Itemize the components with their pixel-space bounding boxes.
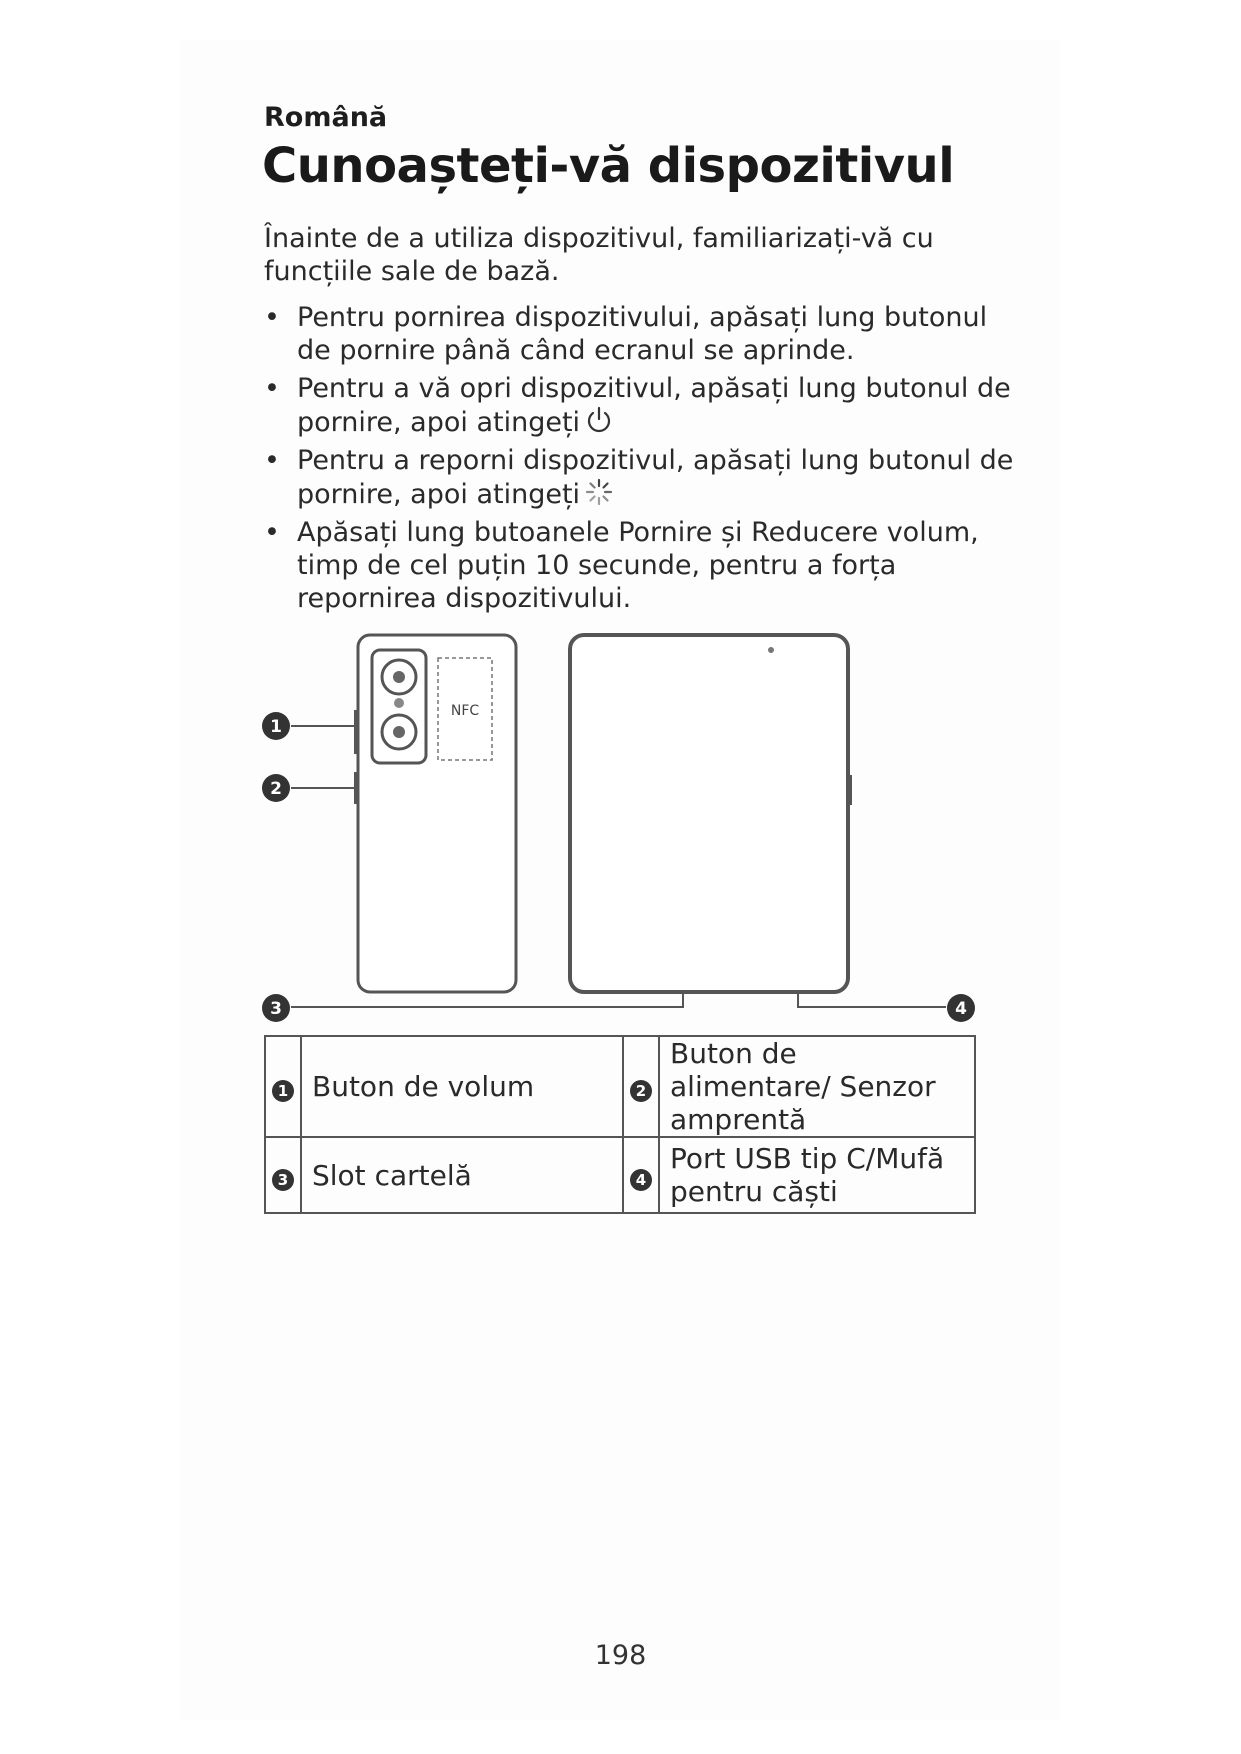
table-row xyxy=(265,1137,975,1213)
callout-2: 2 xyxy=(270,779,282,799)
list-item-text: Pentru a vă opri dispozitivul, apăsați lung butonul de pornire, apoi atingeți xyxy=(297,373,1011,438)
item-number-badge: 3 xyxy=(272,1169,294,1191)
list-item: • Apăsați lung butoanele Pornire și Reducere volum, timp de cel puțin 10 secunde, pentru a forța repornirea dispozitivului. xyxy=(264,516,1024,615)
list-item-text: Pentru a reporni dispozitivul, apăsați lung butonul de pornire, apoi atingeți xyxy=(297,445,1014,510)
language-heading: Română xyxy=(264,102,388,133)
table-row xyxy=(265,1036,975,1137)
flash xyxy=(394,698,404,708)
table-cell: Port USB tip C/Mufă pentru căști xyxy=(659,1137,975,1213)
side-button xyxy=(848,775,852,805)
restart-icon xyxy=(584,477,614,507)
power-button xyxy=(354,772,359,804)
table-cell: Slot cartelă xyxy=(301,1137,623,1213)
nfc-label: NFC xyxy=(450,703,480,719)
list-item-text: Apăsați lung butoanele Pornire și Reducere volum, timp de cel puțin 10 secunde, pentru a forța repornirea dispozitivului. xyxy=(297,517,979,614)
item-number-badge: 1 xyxy=(272,1080,294,1102)
list-item: • Pentru a vă opri dispozitivul, apăsați lung butonul de pornire, apoi atingeți xyxy=(264,373,1011,438)
table-cell: Buton de volum xyxy=(301,1036,623,1137)
page-title: Cunoașteți-vă dispozitivul xyxy=(262,138,955,194)
table-cell: Buton de alimentare/ Senzor amprentă xyxy=(659,1036,975,1137)
device-diagram xyxy=(258,630,988,1030)
item-number-badge: 4 xyxy=(630,1169,652,1191)
parts-table xyxy=(264,1035,976,1214)
instruction-list xyxy=(264,301,1024,620)
callout-3: 3 xyxy=(270,999,282,1019)
intro-paragraph: Înainte de a utiliza dispozitivul, familiarizați-vă cu funcțiile sale de bază. xyxy=(264,223,934,287)
callout-4: 4 xyxy=(955,999,967,1019)
list-item-text: Pentru pornirea dispozitivului, apăsați lung butonul de pornire până când ecranul se aprinde. xyxy=(297,302,988,366)
power-icon xyxy=(584,405,614,435)
list-item: • Pentru pornirea dispozitivului, apăsați lung butonul de pornire până când ecranul se aprinde. xyxy=(264,301,1024,367)
unfolded-screen-outline xyxy=(570,635,848,992)
list-item: • Pentru a reporni dispozitivul, apăsați lung butonul de pornire, apoi atingeți xyxy=(264,445,1014,510)
callout-1: 1 xyxy=(270,717,282,737)
item-number-badge: 2 xyxy=(630,1080,652,1102)
page-number: 198 xyxy=(594,1640,647,1671)
volume-button xyxy=(354,710,359,754)
front-camera xyxy=(768,647,774,653)
